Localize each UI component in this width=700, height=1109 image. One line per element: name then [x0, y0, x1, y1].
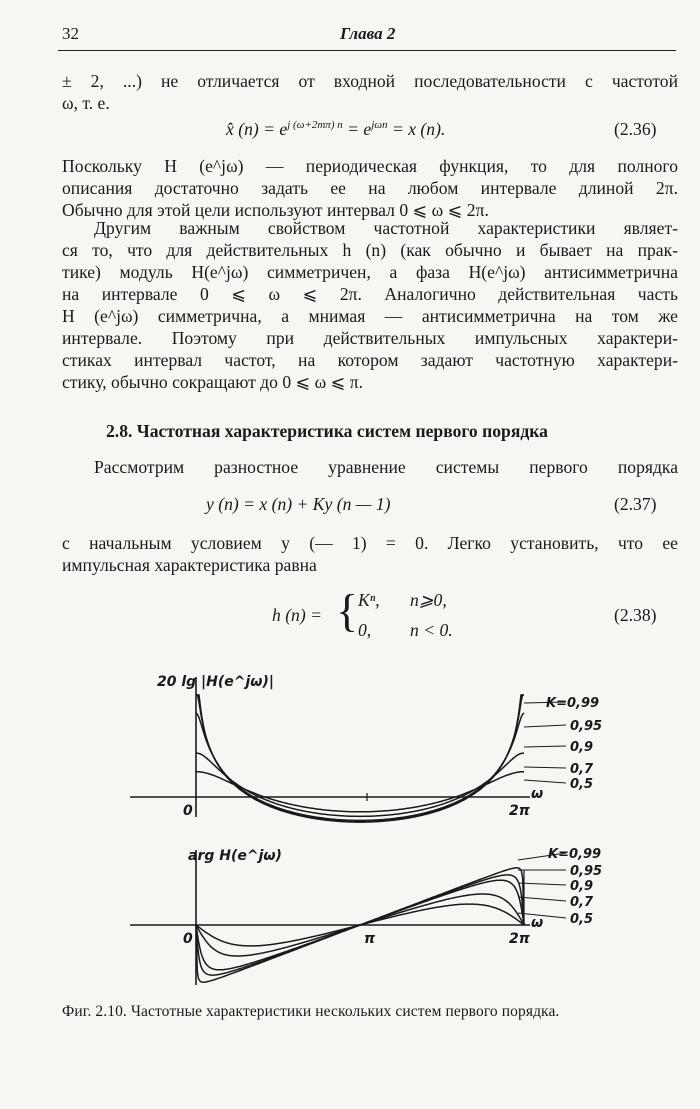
- text-line: H (e^jω) симметрична, а мнимая — антисимметрична на том же: [62, 306, 678, 326]
- y-axis-label: 20 lg |H(e^jω)|: [157, 674, 274, 690]
- case-2-expr: 0,: [358, 620, 372, 640]
- leader-line: [524, 746, 566, 747]
- equation-number-2-36: (2.36): [614, 119, 657, 139]
- leader-line: [524, 780, 566, 783]
- text-line: описания достаточно задать ее на любом интервале длиной 2π.: [62, 178, 678, 198]
- leader-line: [524, 725, 566, 727]
- k-labels: [524, 696, 602, 792]
- text-line: с начальным условием y (— 1) = 0. Легко установить, что ее: [62, 533, 678, 553]
- equation-2-37: y (n) = x (n) + Ky (n — 1): [206, 494, 391, 514]
- k-label: 0,5: [570, 912, 594, 927]
- paragraph-5: [62, 532, 678, 554]
- x-tick-2pi: 2π: [509, 931, 530, 947]
- k-label: 0,7: [570, 762, 594, 777]
- page-number: 32: [62, 24, 79, 43]
- magnitude-curves: [196, 695, 524, 822]
- case-2-cond: n < 0.: [410, 620, 453, 640]
- text-line: интервале. Поэтому при действительных импульсных характери-: [62, 328, 678, 348]
- text-line: Поскольку H (e^jω) — периодическая функция, то для полного: [62, 156, 678, 176]
- paragraph-1: [62, 70, 678, 92]
- k-label: 0,7: [570, 895, 594, 910]
- y-axis-label: arg H(e^jω): [188, 848, 282, 864]
- x-tick-pi: π: [364, 931, 376, 947]
- text-line: стику, обычно сокращают до 0 ⩽ ω ⩽ π.: [62, 372, 364, 392]
- text-line: Обычно для этой цели используют интервал 0 ⩽ ω ⩽ 2π.: [62, 200, 489, 220]
- phase-panel: [130, 847, 602, 985]
- leader-line: [518, 883, 566, 885]
- magnitude-curve-k-0.7: [196, 753, 524, 816]
- brace: {: [336, 585, 359, 636]
- text-line: ся то, что для действительных h (n) (как обычно и бывает на прак-: [62, 240, 678, 260]
- text-line: стиках интервал частот, на котором задают частотную характери-: [62, 350, 678, 370]
- figure-2-10: [0, 655, 700, 995]
- running-header: [62, 24, 676, 46]
- magnitude-curve-k-0.9: [196, 713, 524, 820]
- paragraph-4: [62, 456, 678, 478]
- x-tick-0: 0: [183, 803, 193, 819]
- case-1-cond: n⩾0,: [410, 590, 447, 610]
- equation-2-36: [226, 119, 445, 140]
- omega-label: ω: [531, 786, 544, 802]
- k-label: 0,9: [570, 740, 594, 755]
- chapter-title: Глава 2: [340, 24, 396, 43]
- eq-part: x̂ (n) = e: [226, 119, 288, 139]
- section-title: 2.8. Частотная характеристика систем первого порядка: [106, 421, 548, 441]
- leader-line: [518, 897, 566, 901]
- text-line: ω, т. е.: [62, 93, 110, 113]
- text-line: Рассмотрим разностное уравнение системы первого порядка: [94, 457, 678, 477]
- k-label: 0,95: [570, 719, 603, 734]
- magnitude-curve-k-0.95: [196, 695, 524, 821]
- text-line: Другим важным свойством частотной характеристики являет-: [94, 218, 678, 238]
- paragraph-3: [62, 217, 678, 371]
- header-rule: [58, 50, 676, 51]
- k-label: K=0,99: [546, 696, 600, 711]
- paragraph-2: [62, 155, 678, 199]
- k-label: 0,95: [570, 864, 603, 879]
- text-line: импульсная характеристика равна: [62, 555, 317, 575]
- text-line: ± 2, ...) не отличается от входной последовательности с частотой: [62, 71, 678, 91]
- x-tick-2pi: 2π: [509, 803, 530, 819]
- magnitude-panel: [130, 674, 602, 822]
- magnitude-curve-k-0.99: [196, 695, 524, 822]
- equation-lhs: h (n) =: [272, 605, 322, 625]
- eq-exponent: j (ω+2mπ) n: [287, 119, 343, 132]
- k-label: 0,5: [570, 777, 594, 792]
- eq-part: = e: [342, 119, 372, 139]
- eq-exponent: jωn: [371, 119, 388, 132]
- k-label: K=0,99: [548, 847, 602, 862]
- omega-label: ω: [531, 915, 544, 931]
- figure-caption: Фиг. 2.10. Частотные характеристики нескольких систем первого порядка.: [62, 1003, 560, 1020]
- leader-line: [524, 767, 566, 768]
- text-line: на интервале 0 ⩽ ω ⩽ 2π. Аналогично действительная часть: [62, 284, 678, 304]
- case-1-expr: Kⁿ,: [358, 590, 380, 610]
- equation-number-2-37: (2.37): [614, 494, 657, 514]
- k-label: 0,9: [570, 879, 594, 894]
- eq-part: = x (n).: [387, 119, 446, 139]
- equation-number-2-38: (2.38): [614, 605, 657, 625]
- x-tick-0: 0: [183, 931, 193, 947]
- text-line: тике) модуль H(e^jω) симметричен, а фаза H(e^jω) антисимметрична: [62, 262, 678, 282]
